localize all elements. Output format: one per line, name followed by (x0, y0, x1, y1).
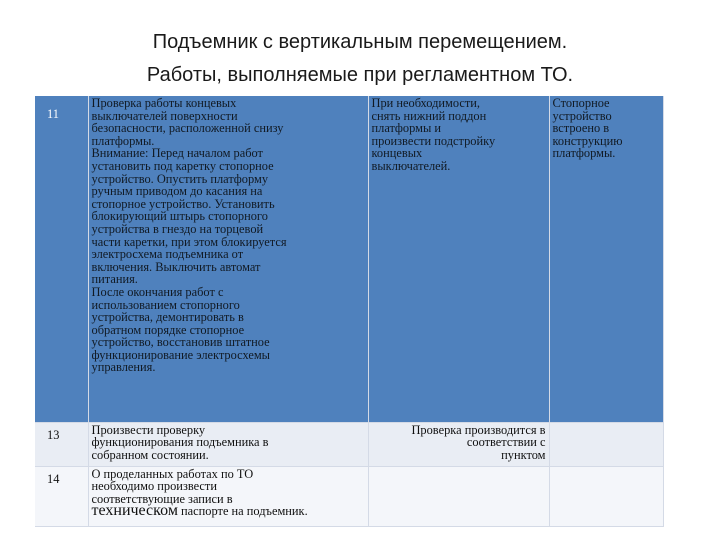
table-row (35, 422, 663, 466)
work-description-emphasis: техническом (91, 502, 178, 520)
table-row (35, 96, 663, 422)
row-number: 13 (35, 422, 88, 466)
work-description (92, 468, 365, 518)
work-description-cell (88, 96, 368, 422)
extra-cell (549, 466, 663, 526)
work-description-part-2: паспорте на подъемник. (177, 504, 308, 519)
work-description-cell (88, 466, 368, 526)
note-cell (368, 422, 549, 466)
row-number: 11 (35, 96, 88, 422)
note-cell (368, 96, 549, 422)
work-description-cell (88, 422, 368, 466)
page-title (0, 26, 720, 92)
work-description-part-1: О проделанных работах по ТО необходимо произвести соответствующие записи в (91, 466, 254, 506)
note-text: Проверка производится в соответствии с пунктом (411, 422, 546, 462)
note-cell (368, 466, 549, 526)
row-number: 14 (35, 466, 88, 526)
note-text: При необходимости, снять нижний поддон платформы и произвести подстройку концевых выключателей. (371, 96, 496, 173)
maintenance-table (35, 96, 664, 527)
title-line-1: Подъемник с вертикальным перемещением. (152, 31, 568, 53)
table-row (35, 466, 663, 526)
extra-cell (549, 422, 663, 466)
work-description: Произвести проверку функционирования подъемника в собранном состоянии. (91, 422, 269, 462)
extra-text: Стопорное устройство встроено в конструкцию платформы. (552, 96, 623, 161)
title-line-2: Работы, выполняемые при регламентном ТО. (146, 64, 574, 86)
extra-cell (549, 96, 663, 422)
work-description: Проверка работы концевых выключателей поверхности безопасности, расположенной снизу платформы. Внимание: Перед началом работ установить под каретку стопорное устройство. Опустить платформу ручным приводом до касания на стопорное устройство. Установить блокирующий штырь стопорного устройства в гнездо на торцевой части каретки, при этом блокируется электросхема подъемника от включения. Выключить автомат питания. После окончания работ с использованием стопорного устройства, демонтировать в обратном порядке стопорное устройство, восстановив штатное функционирование электросхемы управления. (91, 96, 287, 375)
